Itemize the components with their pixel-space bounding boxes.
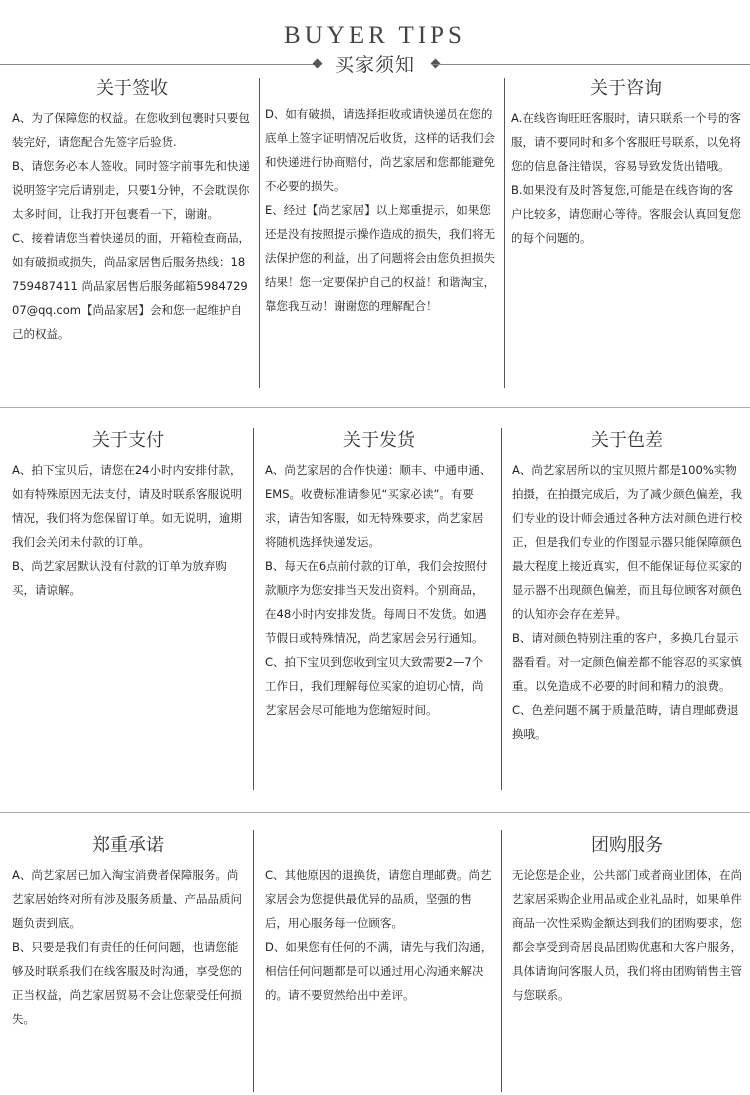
paragraph: 无论您是企业，公共部门或者商业团体，在尚艺家居采购企业用品或企业礼品时，如果单件商品一次性采购金额达到我们的团购要求，您都会享受到奇居良品团购优惠和大客户服务，具体请询问客服人员，我们将由团购销售主管与您联系。 — [512, 868, 742, 1002]
header-title-zh: 买家须知 — [334, 54, 415, 76]
page-header — [0, 0, 750, 80]
section-title: 关于支付 — [92, 430, 164, 451]
row-divider — [0, 407, 750, 408]
paragraph: A、为了保障您的权益。在您收到包裹时只要包装完好，请您配合先签字后验货. — [12, 111, 250, 149]
paragraph: C、色差问题不属于质量范畴，请自理邮费退换哦。 — [512, 703, 739, 741]
paragraph: C、其他原因的退换货，请您自理邮费。尚艺家居会为您提供最优异的品质，坚强的售后，用心服务每一位顾客。 — [265, 868, 492, 930]
paragraph: B、请您务必本人签收。同时签字前事先和快递说明签字完后请别走，只要1分钟，不会耽误你太多时间，让我打开包裹看一下，谢谢。 — [12, 159, 250, 221]
paragraph: A、尚艺家居所以的宝贝照片都是100%实物拍摄，在拍摄完成后，为了减少颜色偏差，我们专业的设计师会通过各种方法对颜色进行校正，但是我们专业的作图显示器只能保障颜色最大程度上接近真实，但不能保证每位买家的显示器不出现颜色偏差，而且每位顾客对颜色的认知亦会存在差异。 — [512, 463, 742, 621]
paragraph: D、如有破损，请选择拒收或请快递员在您的底单上签字证明情况后收货，这样的话我们会和快递进行协商赔付，尚艺家居和您都能避免不必要的损失。 — [265, 107, 495, 193]
divider — [501, 830, 502, 1092]
divider — [259, 78, 260, 388]
section-title: 团购服务 — [591, 835, 663, 856]
paragraph: A、尚艺家居已加入淘宝消费者保障服务。尚艺家居始终对所有涉及服务质量、产品品质问题负责到底。 — [12, 868, 242, 930]
paragraph: B.如果没有及时答复您,可能是在线咨询的客户比较多，请您耐心等待。客服会认真回复您的每个问题的。 — [511, 183, 741, 245]
section-promise — [12, 833, 244, 1031]
paragraph: B、请对颜色特别注重的客户，多换几台显示器看看。对一定颜色偏差都不能容忍的买家慎重。以免造成不必要的时间和精力的浪费。 — [512, 631, 742, 693]
section-title: 关于色差 — [591, 430, 663, 451]
section-shipping — [265, 428, 493, 722]
section-payment — [12, 428, 244, 602]
section-promise-continued — [265, 863, 493, 1007]
paragraph: B、每天在6点前付款的订单，我们会按照付款顺序为您安排当天发出资料。个别商品，在48小时内安排发货。每周日不发货。如遇节假日或特殊情况，尚艺家居会另行通知。 — [265, 559, 488, 645]
paragraph: B、尚艺家居默认没有付款的订单为放弃购买，请谅解。 — [12, 559, 227, 597]
divider — [253, 428, 254, 790]
paragraph: A、尚艺家居的合作快递：顺丰、中通申通、EMS。收费标准请参见“买家必读”。有要求，请告知客服，如无特殊要求，尚艺家居将随机选择快递发运。 — [265, 463, 492, 549]
divider — [501, 428, 502, 790]
section-group — [512, 833, 742, 1007]
section-title: 郑重承诺 — [92, 835, 164, 856]
section-title: 关于咨询 — [590, 78, 662, 99]
paragraph: A.在线咨询旺旺客服时，请只联系一个号的客服，请不要同时和多个客服旺号联系，以免将您的信息备注错误，容易导致发货出错哦。 — [511, 111, 741, 173]
section-color — [512, 428, 742, 746]
section-consult — [511, 76, 741, 250]
paragraph: C、接着请您当着快递员的面，开箱检查商品，如有破损或损失，尚品家居售后服务热线：18759487411 尚品家居售后服务邮箱598472907@qq.com【尚品家居】会和您一起维护自己的权益。 — [12, 231, 251, 341]
paragraph: B、只要是我们有责任的任何问题，也请您能够及时联系我们在线客服及时沟通，享受您的正当权益，尚艺家居贸易不会让您蒙受任何损失。 — [12, 940, 242, 1026]
section-title: 关于发货 — [343, 430, 415, 451]
section-sign — [12, 76, 252, 346]
paragraph: E、经过【尚艺家居】以上郑重提示，如果您还是没有按照提示操作造成的损失，我们将无法保护您的利益，出了问题将会由您负担损失结果！您一定要保护自己的权益！和谐淘宝，靠您我互动！谢谢您的理解配合！ — [265, 203, 495, 313]
section-title: 关于签收 — [96, 78, 168, 99]
paragraph: A、拍下宝贝后，请您在24小时内安排付款，如有特殊原因无法支付，请及时联系客服说明情况，我们将为您保留订单。如无说明，逾期我们会关闭未付款的订单。 — [12, 463, 242, 549]
header-title-en: BUYER TIPS — [284, 22, 466, 49]
header-rule-right — [432, 64, 750, 65]
paragraph: D、如果您有任何的不满，请先与我们沟通，相信任何问题都是可以通过用心沟通来解决的。请不要贸然给出中差评。 — [265, 940, 493, 1002]
paragraph: C、拍下宝贝到您收到宝贝大致需要2—7个工作日，我们理解每位买家的迫切心情，尚艺家居会尽可能地为您缩短时间。 — [265, 655, 484, 717]
section-sign-continued — [265, 102, 495, 318]
row-divider — [0, 812, 750, 813]
divider — [504, 78, 505, 388]
divider — [253, 830, 254, 1092]
